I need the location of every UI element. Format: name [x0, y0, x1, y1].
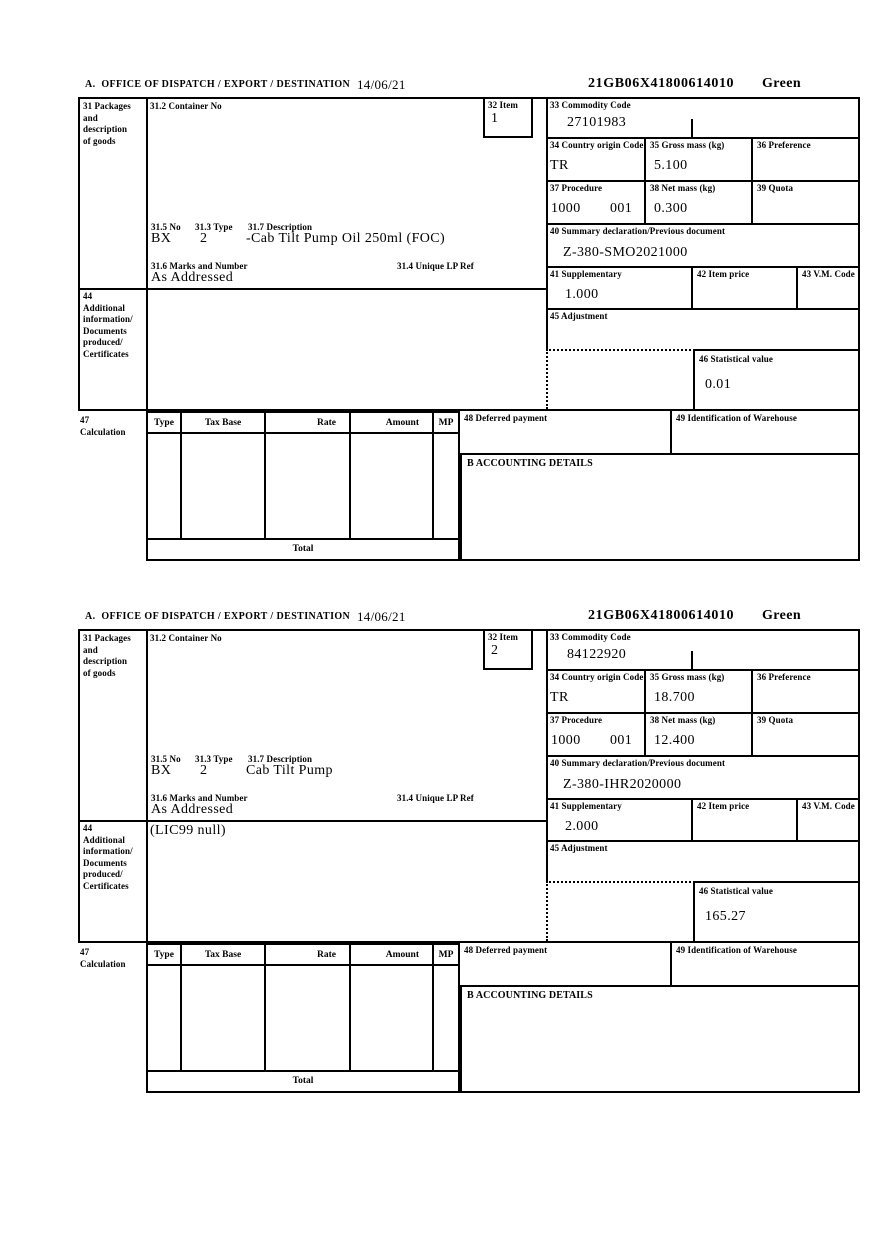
previous-document-value: Z-380-IHR2020000 [563, 777, 682, 792]
total-row [146, 540, 460, 561]
tax-base-column [182, 945, 266, 1070]
previous-document-value: Z-380-SMO2021000 [563, 245, 688, 260]
package-no-label: 31.5 No [151, 222, 181, 232]
box47-calculation-label [80, 415, 126, 438]
tax-amount-header: Amount [351, 945, 432, 966]
vm-code-box [798, 800, 858, 842]
commodity-code-value: 84122920 [567, 647, 627, 662]
route-indicator: Green [762, 608, 802, 623]
box47-line1: 47 [80, 415, 90, 425]
quota-label: 39 Quota [757, 715, 794, 725]
gross-mass-label: 35 Gross mass (kg) [650, 140, 725, 150]
box31-box44-divider [80, 820, 548, 822]
description-value: Cab Tilt Pump [246, 763, 333, 778]
country-origin-value: TR [550, 690, 569, 705]
tax-rate-column [266, 413, 351, 538]
commodity-code-value: 27101983 [567, 115, 627, 130]
deferred-warehouse-row [460, 943, 860, 985]
tax-amount-column [351, 945, 434, 1070]
marks-value: As Addressed [151, 802, 234, 817]
tax-mp-header: MP [434, 413, 458, 434]
box31-packages-label [83, 101, 131, 147]
tax-type-column [148, 945, 182, 1070]
left-column-divider [146, 99, 148, 409]
tax-base-column [182, 413, 266, 538]
statistical-value-box [693, 881, 858, 941]
commodity-code-label: 33 Commodity Code [550, 632, 631, 642]
procedure-box [546, 714, 646, 757]
net-mass-label: 38 Net mass (kg) [650, 183, 716, 193]
statistical-value-box [693, 349, 858, 409]
net-mass-box [646, 182, 753, 225]
box31-line3: description [83, 124, 128, 134]
net-mass-value: 0.300 [654, 201, 688, 216]
procedure-value-2: 001 [610, 201, 633, 216]
supplementary-value: 2.000 [565, 819, 599, 834]
item-price-label: 42 Item price [697, 801, 750, 811]
preference-label: 36 Preference [757, 672, 811, 682]
left-column-divider [146, 631, 148, 941]
box44-additional-info-label [83, 823, 133, 892]
tax-rate-column [266, 945, 351, 1070]
supplementary-label: 41 Supplementary [550, 269, 622, 279]
box31-box44-divider [80, 288, 548, 290]
deferred-payment-label: 48 Deferred payment [464, 945, 548, 955]
item-number-label: 32 Item [488, 100, 518, 110]
supplementary-box [546, 800, 693, 842]
item-number-box [483, 99, 533, 138]
declaration-item-section [0, 74, 882, 574]
box44-line1: 44 [83, 823, 93, 833]
package-type-label: 31.3 Type [195, 222, 233, 232]
box31-line4: of goods [83, 667, 116, 678]
procedure-box [546, 182, 646, 225]
preference-label: 36 Preference [757, 140, 811, 150]
net-mass-value: 12.400 [654, 733, 695, 748]
previous-document-box [546, 225, 858, 268]
marks-value: As Addressed [151, 270, 234, 285]
quota-box [753, 714, 858, 757]
box44-line6: Certificates [83, 880, 129, 891]
statistical-value-value: 165.27 [705, 909, 746, 924]
package-type-value: 2 [200, 763, 208, 778]
dotted-horizontal-divider [546, 349, 695, 351]
tax-calculation-table [146, 411, 460, 540]
box44-line4: Documents [83, 857, 127, 868]
tax-rate-header: Rate [266, 945, 349, 966]
tax-amount-column [351, 413, 434, 538]
quota-box [753, 182, 858, 225]
tax-mp-header: MP [434, 945, 458, 966]
marks-label: 31.6 Marks and Number [151, 793, 248, 803]
dotted-vertical-divider [546, 881, 548, 941]
gross-mass-value: 5.100 [654, 158, 688, 173]
accounting-details-label: B ACCOUNTING DETAILS [467, 990, 593, 1001]
box47-calculation-label [80, 947, 126, 970]
total-label: Total [292, 1076, 314, 1086]
marks-label: 31.6 Marks and Number [151, 261, 248, 271]
item-detail-box [78, 97, 860, 411]
adjustment-label: 45 Adjustment [550, 843, 608, 853]
container-no-label: 31.2 Container No [150, 101, 222, 111]
preference-box [753, 139, 858, 182]
quota-label: 39 Quota [757, 183, 794, 193]
box44-line2: Additional [83, 834, 126, 845]
declaration-date: 14/06/21 [357, 77, 406, 92]
box31-line4: of goods [83, 135, 116, 146]
unique-lp-ref-label: 31.4 Unique LP Ref [397, 793, 474, 803]
procedure-value-1: 1000 [551, 201, 581, 216]
box44-additional-info-label [83, 291, 133, 360]
tax-base-header: Tax Base [182, 413, 264, 434]
description-label: 31.7 Description [248, 754, 313, 764]
item-price-box [693, 268, 798, 310]
box31-line1: 31 Packages [83, 633, 131, 643]
tax-rate-header: Rate [266, 413, 349, 434]
preference-box [753, 671, 858, 714]
vm-code-label: 43 V.M. Code [802, 269, 855, 279]
box31-line2: and [83, 644, 98, 655]
item-price-box [693, 800, 798, 842]
package-type-value: 2 [200, 231, 208, 246]
package-no-label: 31.5 No [151, 754, 181, 764]
gross-mass-box [646, 671, 753, 714]
country-origin-box [546, 139, 646, 182]
statistical-value-value: 0.01 [705, 377, 732, 392]
item-number-value: 2 [491, 643, 499, 658]
deferred-payment-label: 48 Deferred payment [464, 413, 548, 423]
warehouse-id-box [672, 943, 858, 985]
total-row [146, 1072, 460, 1093]
net-mass-box [646, 714, 753, 757]
previous-document-label: 40 Summary declaration/Previous document [550, 758, 726, 768]
box31-line2: and [83, 112, 98, 123]
country-origin-label: 34 Country origin Code [550, 140, 644, 150]
warehouse-id-label: 49 Identification of Warehouse [676, 945, 797, 955]
previous-document-box [546, 757, 858, 800]
country-origin-box [546, 671, 646, 714]
box44-line4: Documents [83, 325, 127, 336]
adjustment-box [546, 310, 858, 349]
box44-line3: information/ [83, 314, 133, 324]
previous-document-label: 40 Summary declaration/Previous document [550, 226, 726, 236]
box47-line2: Calculation [80, 958, 126, 969]
warehouse-id-label: 49 Identification of Warehouse [676, 413, 797, 423]
box44-line6: Certificates [83, 348, 129, 359]
supplementary-box [546, 268, 693, 310]
item-number-box [483, 631, 533, 670]
tax-type-header: Type [148, 413, 180, 434]
office-of-dispatch-label: A. OFFICE OF DISPATCH / EXPORT / DESTINATION [85, 611, 351, 622]
box44-line5: produced/ [83, 869, 123, 879]
box47-line2: Calculation [80, 426, 126, 437]
mrn-value: 21GB06X41800614010 [588, 608, 735, 623]
mrn-value: 21GB06X41800614010 [588, 76, 735, 91]
item-number-label: 32 Item [488, 632, 518, 642]
commodity-code-box [546, 99, 858, 139]
box44-line3: information/ [83, 846, 133, 856]
description-label: 31.7 Description [248, 222, 313, 232]
accounting-details-label: B ACCOUNTING DETAILS [467, 458, 593, 469]
statistical-value-label: 46 Statistical value [699, 354, 773, 364]
gross-mass-box [646, 139, 753, 182]
package-no-value: BX [151, 763, 172, 778]
dotted-horizontal-divider [546, 881, 695, 883]
dotted-vertical-divider [546, 349, 548, 409]
vm-code-label: 43 V.M. Code [802, 801, 855, 811]
adjustment-label: 45 Adjustment [550, 311, 608, 321]
tax-mp-column [434, 945, 458, 1070]
statistical-value-label: 46 Statistical value [699, 886, 773, 896]
commodity-code-box [546, 631, 858, 671]
description-value: -Cab Tilt Pump Oil 250ml (FOC) [246, 231, 446, 246]
tax-type-column [148, 413, 182, 538]
accounting-details-box [460, 985, 860, 1093]
supplementary-label: 41 Supplementary [550, 801, 622, 811]
box44-line5: produced/ [83, 337, 123, 347]
deferred-payment-box [460, 411, 672, 453]
tax-amount-header: Amount [351, 413, 432, 434]
commodity-code-label: 33 Commodity Code [550, 100, 631, 110]
item-number-value: 1 [491, 111, 499, 126]
gross-mass-label: 35 Gross mass (kg) [650, 672, 725, 682]
adjustment-box [546, 842, 858, 881]
unique-lp-ref-label: 31.4 Unique LP Ref [397, 261, 474, 271]
accounting-details-box [460, 453, 860, 561]
deferred-payment-box [460, 943, 672, 985]
route-indicator: Green [762, 76, 802, 91]
procedure-value-1: 1000 [551, 733, 581, 748]
box44-line1: 44 [83, 291, 93, 301]
container-no-label: 31.2 Container No [150, 633, 222, 643]
additional-information-value: (LIC99 null) [150, 823, 226, 838]
package-no-value: BX [151, 231, 172, 246]
gross-mass-value: 18.700 [654, 690, 695, 705]
declaration-date: 14/06/21 [357, 609, 406, 624]
office-of-dispatch-label: A. OFFICE OF DISPATCH / EXPORT / DESTINATION [85, 79, 351, 90]
box44-line2: Additional [83, 302, 126, 313]
box47-line1: 47 [80, 947, 90, 957]
tax-base-header: Tax Base [182, 945, 264, 966]
tax-calculation-table [146, 943, 460, 1072]
package-type-label: 31.3 Type [195, 754, 233, 764]
tax-mp-column [434, 413, 458, 538]
total-label: Total [292, 544, 314, 554]
procedure-label: 37 Procedure [550, 183, 603, 193]
country-origin-value: TR [550, 158, 569, 173]
vm-code-box [798, 268, 858, 310]
commodity-code-divider [691, 119, 693, 137]
procedure-value-2: 001 [610, 733, 633, 748]
item-price-label: 42 Item price [697, 269, 750, 279]
procedure-label: 37 Procedure [550, 715, 603, 725]
declaration-item-section [0, 606, 882, 1106]
country-origin-label: 34 Country origin Code [550, 672, 644, 682]
tax-type-header: Type [148, 945, 180, 966]
box31-line3: description [83, 656, 128, 666]
commodity-code-divider [691, 651, 693, 669]
net-mass-label: 38 Net mass (kg) [650, 715, 716, 725]
supplementary-value: 1.000 [565, 287, 599, 302]
deferred-warehouse-row [460, 411, 860, 453]
box31-line1: 31 Packages [83, 101, 131, 111]
warehouse-id-box [672, 411, 858, 453]
item-detail-box [78, 629, 860, 943]
box31-packages-label [83, 633, 131, 679]
